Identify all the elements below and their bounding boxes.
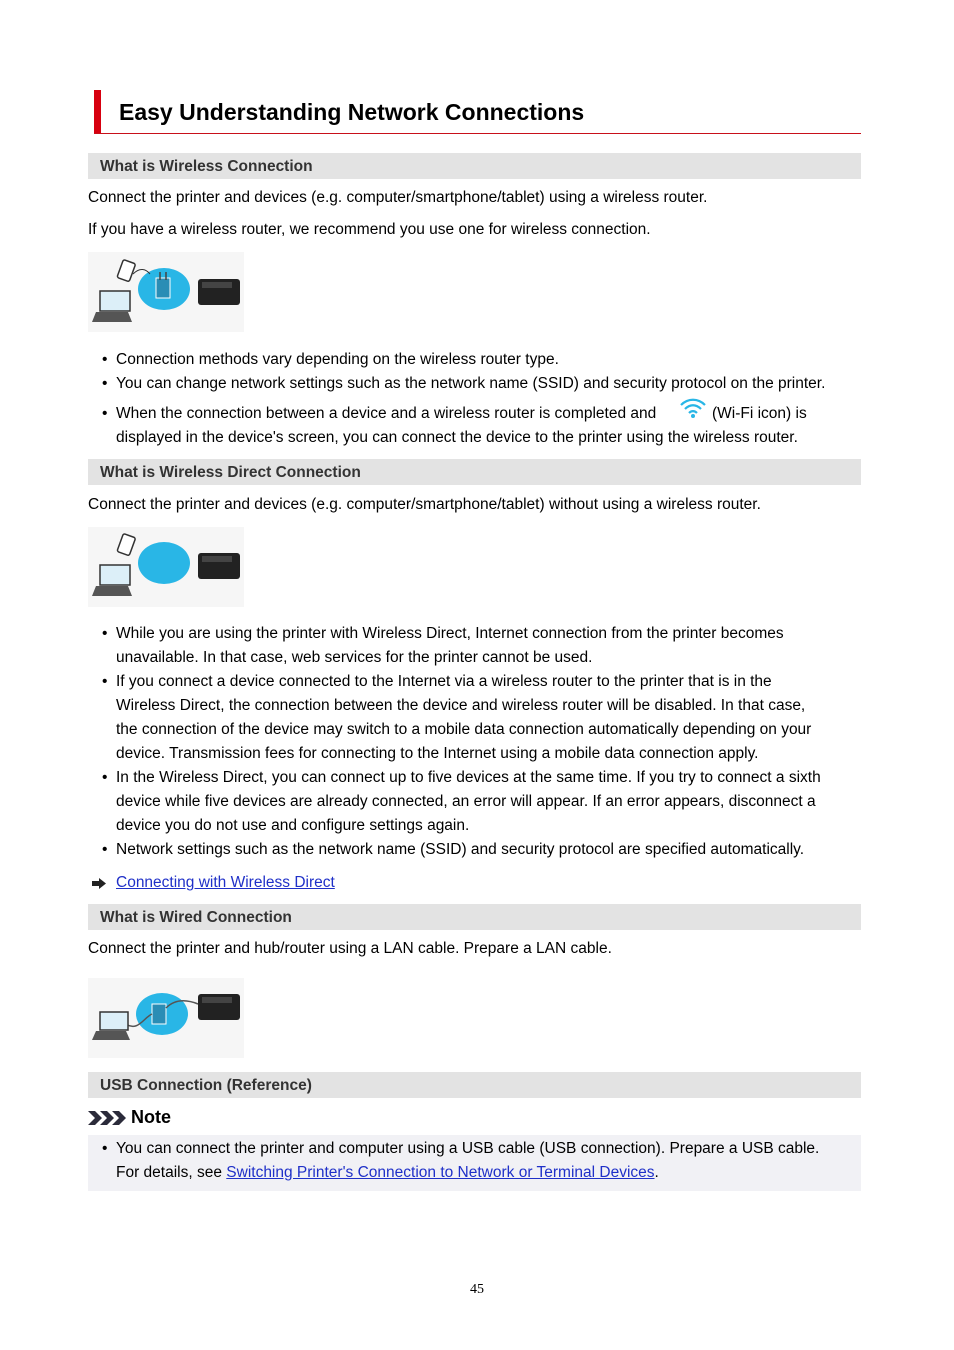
list-item-continuation: device while five devices are already connected, an error will appear. If an error appears, disconnect a <box>116 793 816 810</box>
note-icon <box>88 1110 128 1126</box>
section-heading-wired <box>88 904 861 930</box>
list-item-continuation: unavailable. In that case, web services for the printer cannot be used. <box>116 649 593 666</box>
paragraph: If you have a wireless router, we recommend you use one for wireless connection. <box>88 221 651 238</box>
link-switching-printer-connection[interactable]: Switching Printer's Connection to Network or Terminal Devices <box>226 1164 655 1181</box>
section-heading-usb <box>88 1072 861 1098</box>
page-title-text: Easy Understanding Network Connections <box>119 99 585 125</box>
section-heading-text: What is Wired Connection <box>100 909 292 926</box>
list-item-continuation: the connection of the device may switch to a mobile data connection automatically depending on your <box>116 721 812 738</box>
list-item: • While you are using the printer with Wireless Direct, Internet connection from the printer becomes <box>102 625 784 642</box>
list-item: • You can change network settings such as the network name (SSID) and security protocol on the printer. <box>102 375 826 392</box>
arrow-right-icon <box>92 878 106 889</box>
list-item: • If you connect a device connected to the Internet via a wireless router to the printer that is in the <box>102 673 772 690</box>
wired-connection-illustration <box>88 978 244 1058</box>
paragraph: Connect the printer and devices (e.g. computer/smartphone/tablet) using a wireless router. <box>88 189 708 206</box>
list-item: • Network settings such as the network name (SSID) and security protocol are specified automatically. <box>102 841 805 858</box>
list-item-continuation: Wireless Direct, the connection between the device and wireless router will be disabled. In that case, <box>116 697 806 714</box>
wireless-direct-illustration <box>88 527 244 607</box>
page-title <box>94 90 861 134</box>
section-heading-text: What is Wireless Connection <box>100 158 313 175</box>
list-item-continuation: device. Transmission fees for connecting to the Internet using a mobile data connection apply. <box>116 745 759 762</box>
link-connecting-wireless-direct[interactable]: Connecting with Wireless Direct <box>116 874 335 891</box>
list-item-continuation: displayed in the device's screen, you can connect the device to the printer using the wireless router. <box>116 429 798 446</box>
section-heading-text: USB Connection (Reference) <box>100 1077 312 1094</box>
paragraph: Connect the printer and hub/router using a LAN cable. Prepare a LAN cable. <box>88 940 612 957</box>
page-number: 45 <box>470 1282 484 1297</box>
list-item-continuation: (Wi-Fi icon) is <box>712 405 807 422</box>
title-accent-bar <box>94 90 101 133</box>
note-label: Note <box>131 1107 171 1127</box>
section-heading-wireless <box>88 153 861 179</box>
list-item: • You can connect the printer and computer using a USB cable (USB connection). Prepare a USB cable. <box>102 1140 820 1157</box>
list-item-continuation: device you do not use and configure settings again. <box>116 817 470 834</box>
list-item: • In the Wireless Direct, you can connect up to five devices at the same time. If you try to connect a sixth <box>102 769 821 786</box>
paragraph: Connect the printer and devices (e.g. computer/smartphone/tablet) without using a wireless router. <box>88 496 761 513</box>
section-heading-text: What is Wireless Direct Connection <box>100 464 361 481</box>
wireless-connection-illustration <box>88 252 244 332</box>
list-item: • Connection methods vary depending on the wireless router type. <box>102 351 559 368</box>
section-heading-direct <box>88 459 861 485</box>
list-item: • When the connection between a device and a wireless router is completed and <box>102 405 657 422</box>
wifi-icon <box>679 397 707 419</box>
list-item-continuation: For details, see Switching Printer's Connection to Network or Terminal Devices. <box>116 1164 659 1181</box>
